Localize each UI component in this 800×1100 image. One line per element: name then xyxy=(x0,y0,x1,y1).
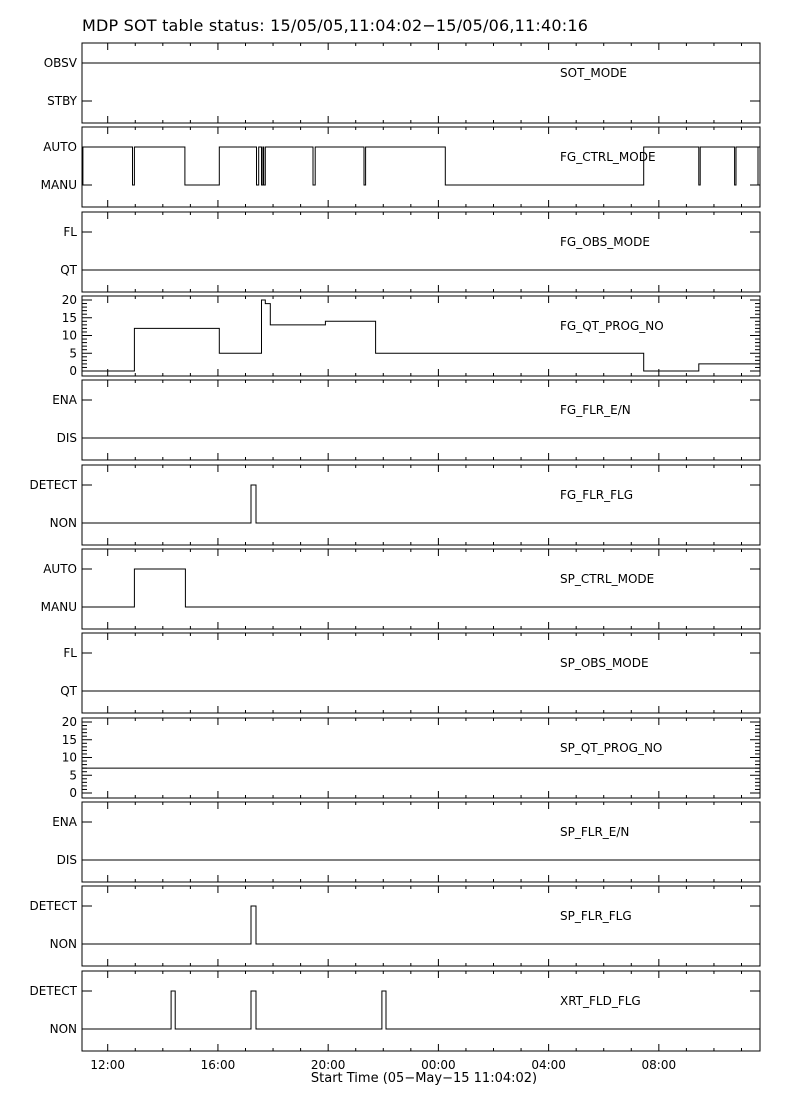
panel-name-label: FG_QT_PROG_NO xyxy=(560,319,664,333)
y-tick-label: QT xyxy=(60,263,77,277)
panel-name-label: FG_FLR_FLG xyxy=(560,488,634,502)
y-tick-label: DIS xyxy=(56,853,77,867)
panel-name-label: FG_CTRL_MODE xyxy=(560,150,656,164)
x-tick-label: 20:00 xyxy=(310,1058,346,1072)
series-line xyxy=(82,147,760,185)
y-tick-label: DETECT xyxy=(29,478,77,492)
x-tick-label: 00:00 xyxy=(421,1058,456,1072)
panel-frame xyxy=(82,802,760,882)
y-tick-label: DETECT xyxy=(29,899,77,913)
x-tick-label: 08:00 xyxy=(641,1058,677,1072)
panel-frame xyxy=(82,465,760,545)
panel-name-label: SP_OBS_MODE xyxy=(560,656,649,670)
y-tick-label: OBSV xyxy=(43,56,77,70)
series-line xyxy=(82,991,760,1029)
y-tick-label: QT xyxy=(60,684,77,698)
series-line xyxy=(82,569,760,607)
x-tick-label: 04:00 xyxy=(531,1058,566,1072)
y-tick-label: 15 xyxy=(61,732,77,747)
panel-frame xyxy=(82,212,760,292)
y-tick-label: NON xyxy=(49,937,77,951)
y-tick-label: 0 xyxy=(69,364,77,378)
y-tick-label: AUTO xyxy=(43,140,77,154)
y-tick-label: 10 xyxy=(61,328,77,343)
x-tick-label: 12:00 xyxy=(90,1058,126,1072)
panel-frame xyxy=(82,633,760,713)
panel-frame xyxy=(82,971,760,1051)
y-tick-label: 0 xyxy=(69,786,77,800)
y-tick-label: DETECT xyxy=(29,984,77,998)
y-tick-label: STBY xyxy=(47,94,77,108)
panel-frame xyxy=(82,43,760,123)
x-axis-title: Start Time (05−May−15 11:04:02) xyxy=(310,1071,538,1086)
y-tick-label: ENA xyxy=(52,393,77,407)
y-tick-label: FL xyxy=(63,225,77,239)
panel-name-label: SP_QT_PROG_NO xyxy=(560,741,663,755)
panel-name-label: FG_FLR_E/N xyxy=(560,403,631,417)
y-tick-label: MANU xyxy=(40,600,77,614)
y-tick-label: AUTO xyxy=(43,562,77,576)
panel-name-label: SOT_MODE xyxy=(560,66,628,80)
panel-frame xyxy=(82,886,760,966)
panel-name-label: SP_CTRL_MODE xyxy=(560,572,655,586)
panel-frame xyxy=(82,127,760,207)
panel-frame xyxy=(82,296,760,376)
y-tick-label: NON xyxy=(49,1022,77,1036)
panel-frame xyxy=(82,718,760,798)
y-tick-label: ENA xyxy=(52,815,77,829)
series-line xyxy=(82,300,760,371)
y-tick-label: 15 xyxy=(61,310,77,325)
y-tick-label: 10 xyxy=(61,750,77,765)
panel-name-label: XRT_FLD_FLG xyxy=(560,994,641,1008)
panel-frame xyxy=(82,380,760,460)
series-line xyxy=(82,485,760,523)
panel-name-label: SP_FLR_FLG xyxy=(560,909,632,923)
y-tick-label: 20 xyxy=(61,715,77,729)
page-title: MDP SOT table status: 15/05/05,11:04:02−15/05/06,11:40:16 xyxy=(82,16,589,35)
y-tick-label: 5 xyxy=(69,346,77,361)
y-tick-label: FL xyxy=(63,646,77,660)
y-tick-label: 20 xyxy=(61,293,77,307)
x-tick-label: 16:00 xyxy=(200,1058,236,1072)
series-line xyxy=(82,906,760,944)
y-tick-label: DIS xyxy=(56,431,77,445)
y-tick-label: MANU xyxy=(40,178,77,192)
panel-name-label: SP_FLR_E/N xyxy=(560,825,630,839)
y-tick-label: 5 xyxy=(69,768,77,783)
panel-name-label: FG_OBS_MODE xyxy=(560,235,650,249)
y-tick-label: NON xyxy=(49,516,77,530)
panel-frame xyxy=(82,549,760,629)
